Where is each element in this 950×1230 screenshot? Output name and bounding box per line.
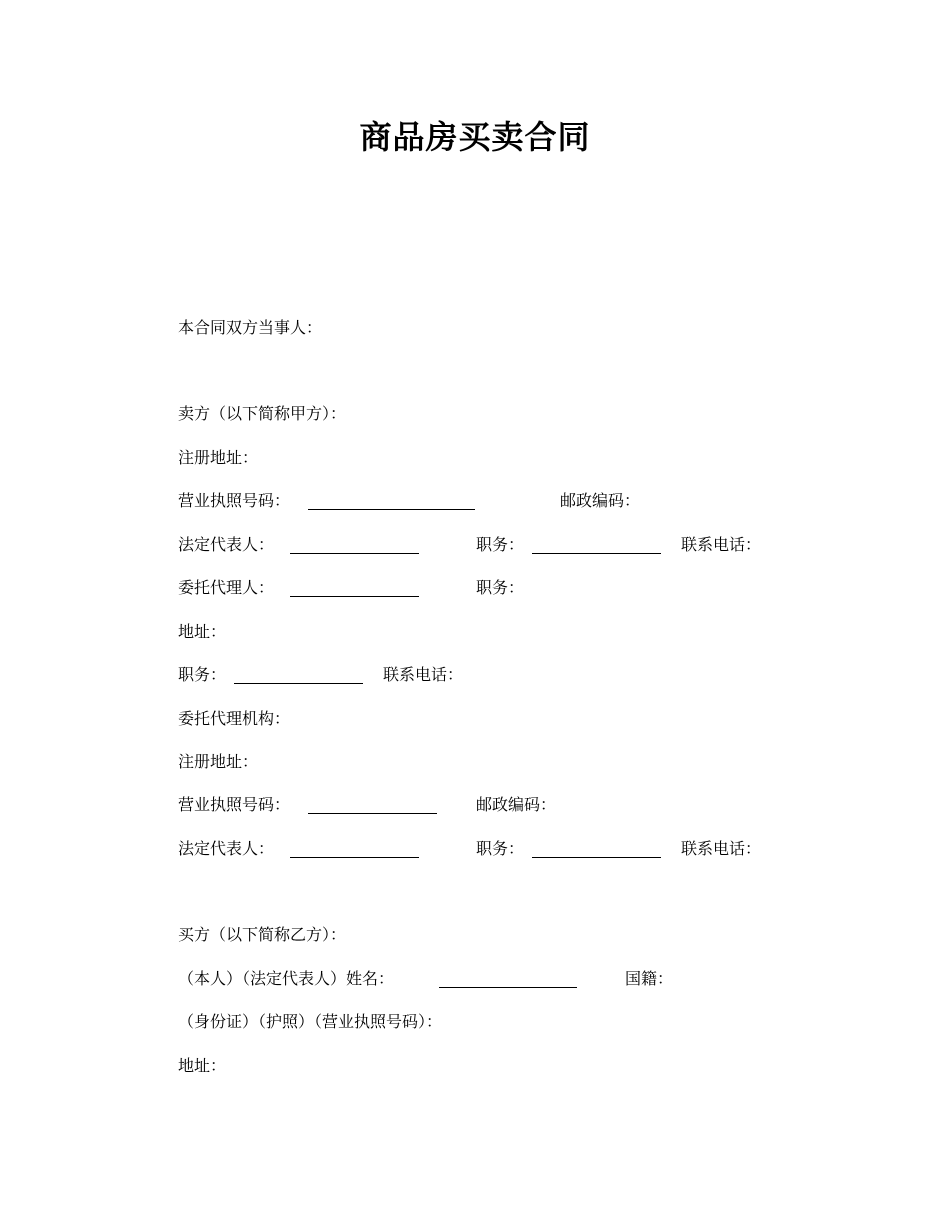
seller-legal-rep-blank	[290, 553, 419, 554]
agency-license-blank	[308, 813, 437, 814]
agency-legal-rep-blank	[290, 857, 419, 858]
agency-legal-rep-label: 法定代表人：	[178, 839, 275, 858]
seller-position2-label: 职务：	[178, 665, 227, 684]
agency-phone-label: 联系电话：	[681, 839, 762, 858]
seller-agent-position-label: 职务：	[476, 578, 525, 597]
seller-phone2-label: 联系电话：	[383, 665, 464, 684]
buyer-id-label: （身份证）（护照）（营业执照号码）：	[178, 1012, 443, 1031]
agency-postal-label: 邮政编码：	[476, 795, 557, 814]
intro-text: 本合同双方当事人：	[178, 318, 323, 337]
seller-license-blank	[308, 509, 475, 510]
seller-agent-blank	[290, 596, 419, 597]
buyer-name-blank	[439, 987, 577, 988]
seller-agent-label: 委托代理人：	[178, 578, 275, 597]
buyer-name-label: （本人）（法定代表人）姓名：	[178, 969, 395, 988]
seller-legal-rep-label: 法定代表人：	[178, 535, 275, 554]
seller-postal-label: 邮政编码：	[560, 491, 641, 510]
seller-position2-blank	[234, 683, 363, 684]
seller-phone-label: 联系电话：	[681, 535, 762, 554]
agency-position-label: 职务：	[476, 839, 525, 858]
seller-address-label: 地址：	[178, 622, 227, 641]
seller-registered-address-label: 注册地址：	[178, 448, 259, 467]
buyer-heading: 买方（以下简称乙方）：	[178, 925, 347, 944]
seller-agency-label: 委托代理机构：	[178, 709, 291, 728]
buyer-nationality-label: 国籍：	[625, 969, 674, 988]
agency-registered-address-label: 注册地址：	[178, 752, 259, 771]
seller-heading: 卖方（以下简称甲方）：	[178, 404, 347, 423]
buyer-address-label: 地址：	[178, 1056, 227, 1075]
seller-position-blank	[532, 553, 661, 554]
seller-license-label: 营业执照号码：	[178, 491, 291, 510]
agency-license-label: 营业执照号码：	[178, 795, 291, 814]
agency-position-blank	[532, 857, 661, 858]
document-title: 商品房买卖合同	[359, 118, 591, 156]
seller-position-label: 职务：	[476, 535, 525, 554]
